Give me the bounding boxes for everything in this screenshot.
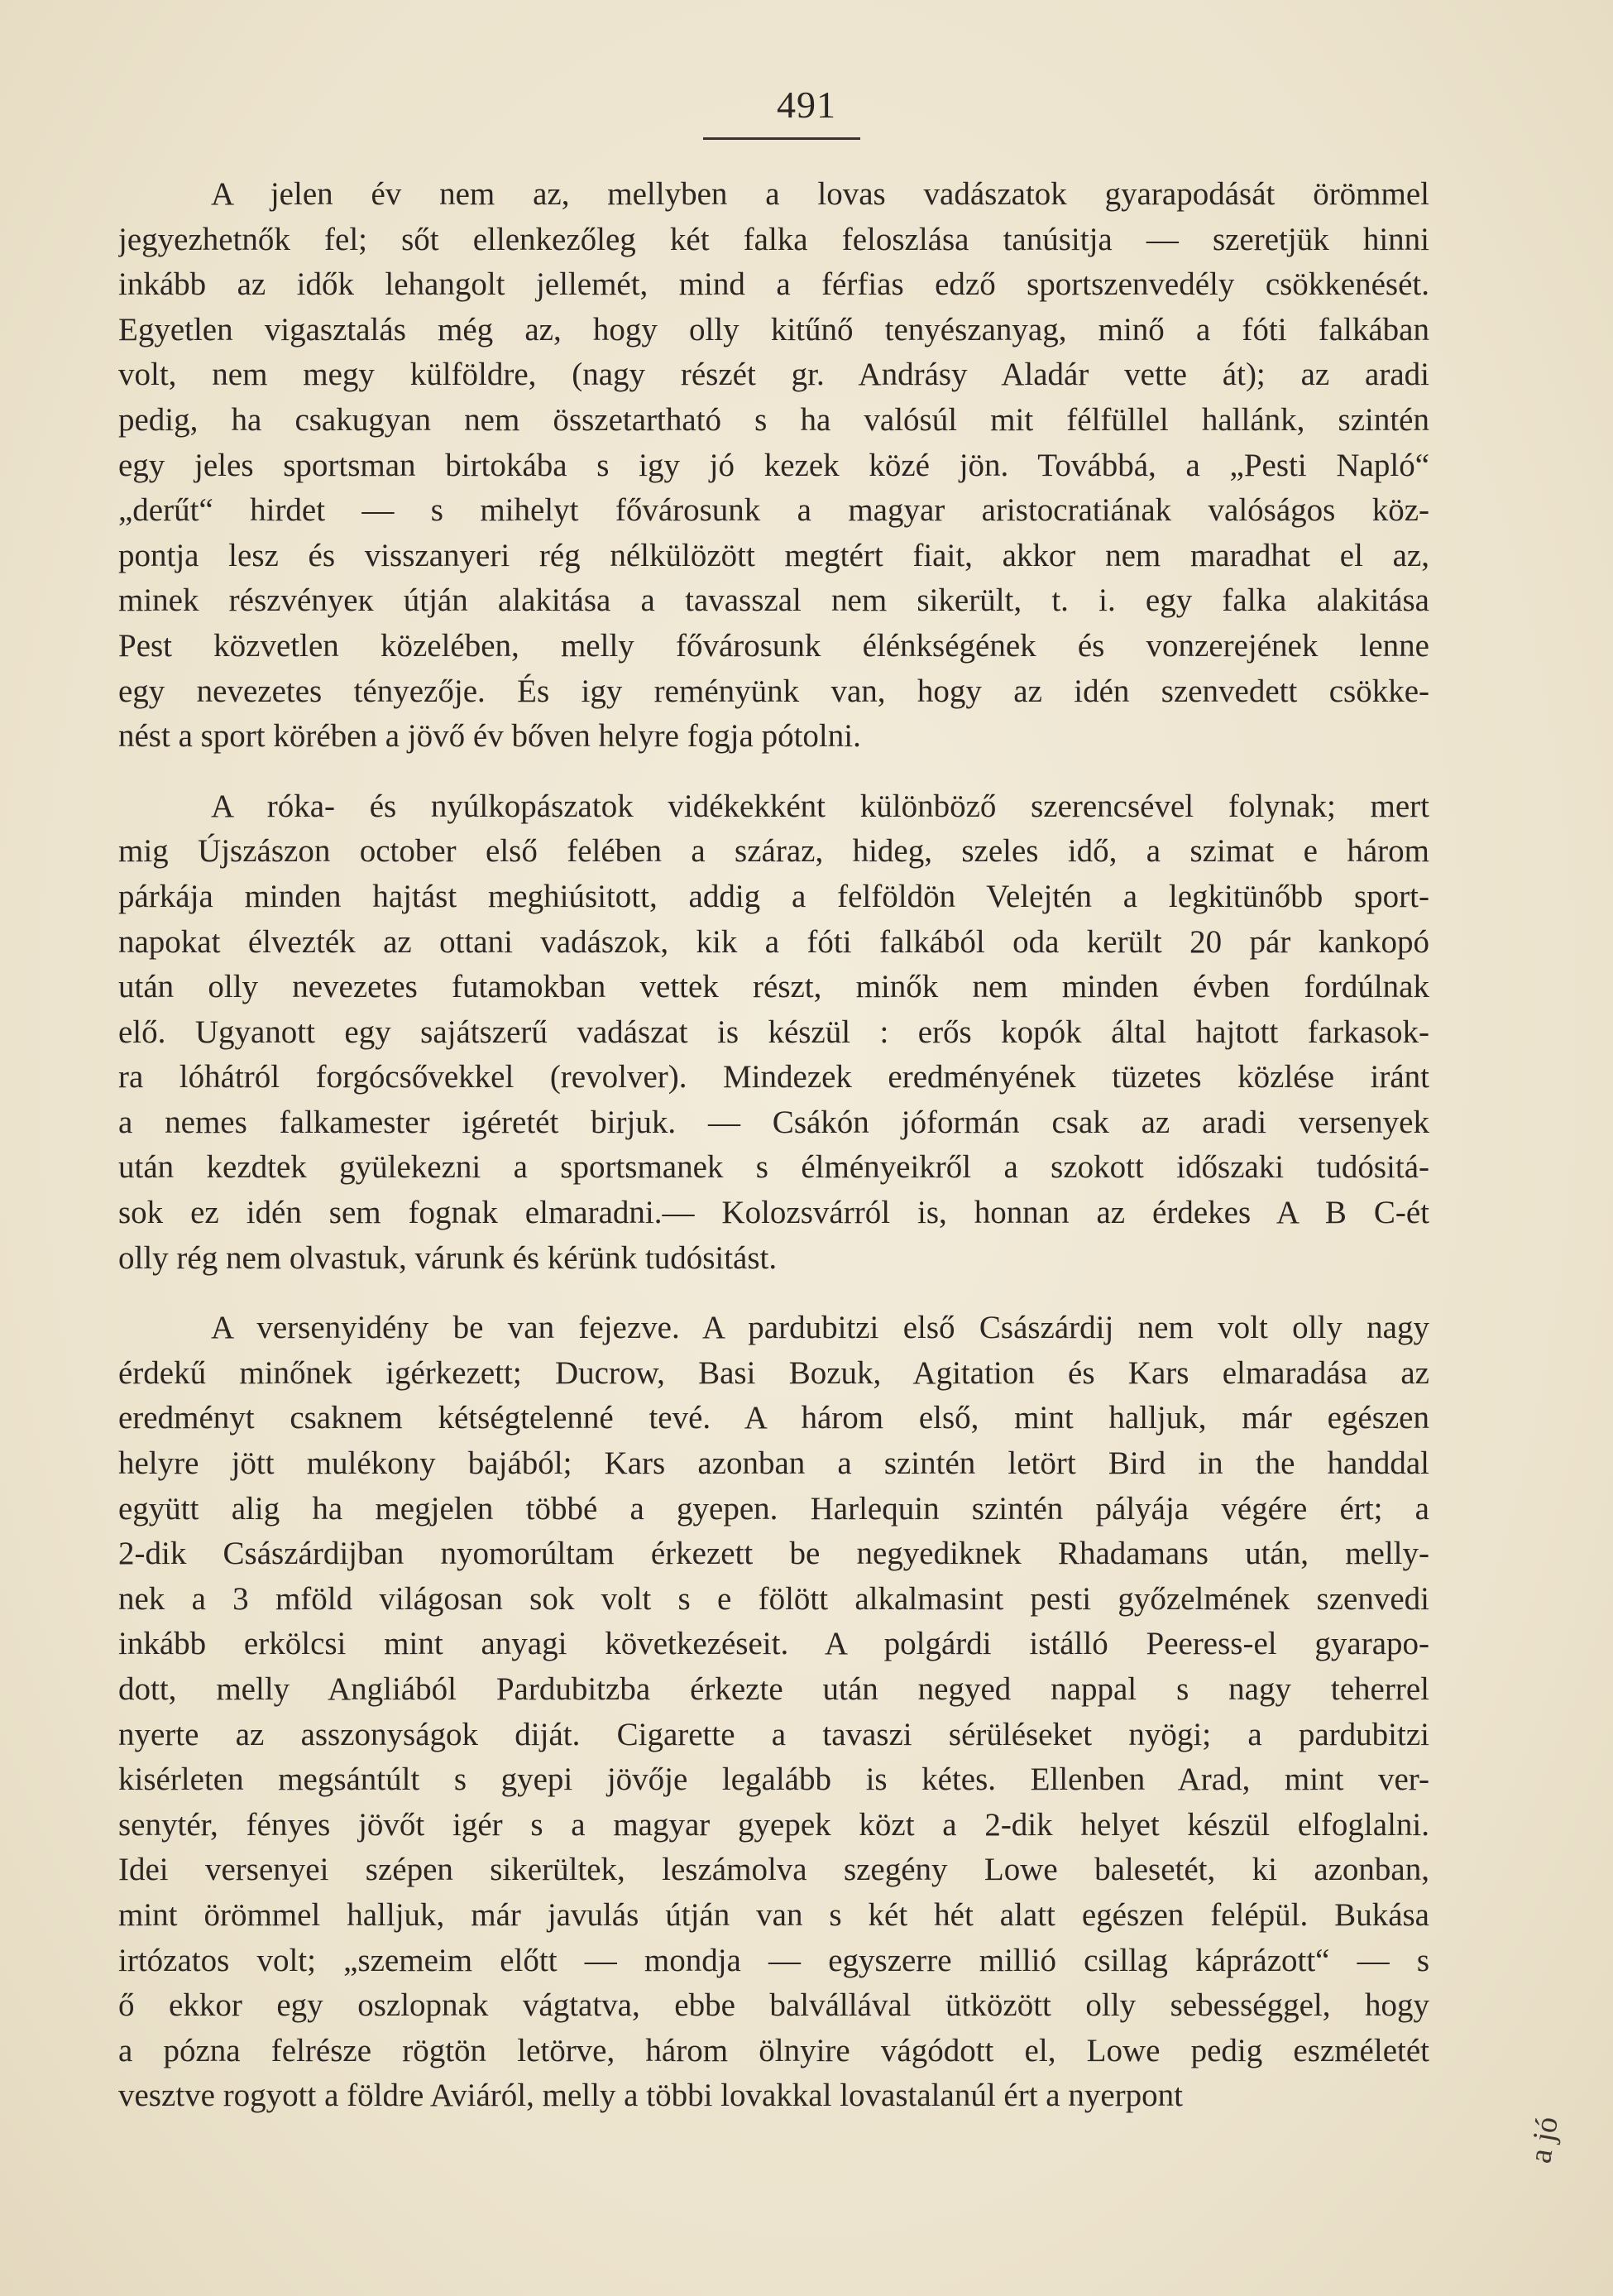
text-line: pontja lesz és visszanyeri rég nélkülözött megtért fiait, akkor nem maradhat el az, bbox=[118, 537, 1429, 573]
text-line: nek a 3 mföld világosan sok volt s e fölött alkalmasint pesti győzelmének szenvedi bbox=[118, 1580, 1429, 1617]
text-line: a nemes falkamester igéretét birjuk. — Csákón jóformán csak az aradi versenyek bbox=[118, 1104, 1429, 1140]
text-line: a pózna felrésze rögtön letörve, három ölnyire vágódott el, Lowe pedig eszméletét bbox=[118, 2032, 1429, 2068]
text-line: kisérleten megsántúlt s gyepi jövője legalább is kétes. Ellenben Arad, mint ver- bbox=[118, 1762, 1429, 1798]
paragraph bbox=[118, 1306, 1429, 2119]
text-line: Egyetlen vigasztalás még az, hogy olly kitűnő tenyészanyag, minő a fóti falkában bbox=[118, 311, 1429, 348]
text-line: nyerte az asszonyságok diját. Cigarette a tavaszi sérüléseket nyögi; a pardubitzi bbox=[118, 1716, 1429, 1752]
text-line: Pest közvetlen közelében, melly fővárosunk élénkségének és vonzerejének lenne bbox=[118, 627, 1429, 664]
page-number: 491 bbox=[777, 84, 836, 126]
text-line: érdekű minőnek igérkezett; Ducrow, Basi Bozuk, Agitation és Kars elmaradása az bbox=[118, 1354, 1429, 1391]
text-line: jegyezhetnők fel; sőt ellenkezőleg két falka feloszlása tanúsitja — szeretjük hinni bbox=[118, 221, 1429, 257]
text-line: eredményt csaknem kétségtelenné tevé. A három első, mint halljuk, már egészen bbox=[118, 1400, 1429, 1436]
text-line: ra lóhátról forgócsővekkel (revolver). Mindezek eredményének tüzetes közlése iránt bbox=[118, 1059, 1429, 1095]
text-line: 2-dik Császárdijban nyomorúltam érkezett be negyediknek Rhadamans után, melly- bbox=[118, 1536, 1429, 1572]
text-line: vesztve rogyott a földre Aviáról, melly a többi lovakkal lovastalanúl ért a nyerpont bbox=[118, 2078, 1183, 2114]
body-text bbox=[118, 172, 1429, 2144]
text-line: Idei versenyei szépen sikerültek, leszámolva szegény Lowe balesetét, ki azonban, bbox=[118, 1852, 1429, 1888]
text-line: együtt alig ha megjelen többé a gyepen. Harlequin szintén pályája végére ért; a bbox=[118, 1490, 1429, 1527]
text-line: volt, nem megy külföldre, (nagy részét gr. Andrásy Aladár vette át); az aradi bbox=[118, 357, 1429, 393]
text-line: pedig, ha csakugyan nem összetartható s ha valósúl mit félfüllel hallánk, szintén bbox=[118, 401, 1429, 438]
text-line: párkája minden hajtást meghiúsitott, addig a felföldön Velejtén a legkitünőbb sport- bbox=[118, 878, 1429, 914]
text-line: inkább az idők lehangolt jellemét, mind a férfias edző sportszenvedély csökkenését. bbox=[118, 266, 1429, 303]
text-line: irtózatos volt; „szemeim előtt — mondja — egyszerre millió csillag káprázott“ — s bbox=[118, 1942, 1429, 1978]
margin-note: a jó bbox=[1522, 2114, 1566, 2166]
text-line: A róka- és nyúlkopászatok vidékekként különböző szerencsével folynak; mert bbox=[211, 788, 1429, 824]
text-line: elő. Ugyanott egy sajátszerű vadászat is készül : erős kopók által hajtott farkasok- bbox=[118, 1014, 1429, 1050]
text-line: olly rég nem olvastuk, várunk és kérünk tudósitást. bbox=[118, 1239, 778, 1276]
text-line: „derűt“ hirdet — s mihelyt fővárosunk a magyar aristocratiának valóságos köz- bbox=[118, 492, 1429, 529]
text-line: után kezdtek gyülekezni a sportsmanek s élményeikről a szokott időszaki tudósitá- bbox=[118, 1149, 1429, 1186]
text-line: egy nevezetes tényezője. És igy reményünk van, hogy az idén szenvedett csökke- bbox=[118, 673, 1429, 709]
text-line: ő ekkor egy oszlopnak vágtatva, ebbe balvállával ütközött olly sebességgel, hogy bbox=[118, 1987, 1429, 2024]
page-number-rule bbox=[703, 137, 860, 140]
text-line: napokat élvezték az ottani vadászok, kik a fóti falkából oda került 20 pár kankopó bbox=[118, 923, 1429, 960]
text-line: mint örömmel halljuk, már javulás útján van s két hét alatt egészen felépül. Bukása bbox=[118, 1896, 1429, 1933]
text-line: minek részvényeк útján alakitása a tavasszal nem sikerült, t. i. egy falka alakitása bbox=[118, 582, 1429, 619]
text-line: senytér, fényes jövőt igér s a magyar gyepek közt a 2-dik helyet készül elfoglalni. bbox=[118, 1806, 1429, 1843]
text-line: dott, melly Angliából Pardubitzba érkezte után negyed nappal s nagy teherrel bbox=[118, 1671, 1429, 1707]
text-line: egy jeles sportsman birtokába s igy jó kezek közé jön. Továbbá, a „Pesti Napló“ bbox=[118, 447, 1429, 483]
text-line: után olly nevezetes futamokban vettek részt, minők nem minden évben fordúlnak bbox=[118, 969, 1429, 1005]
text-line: sok ez idén sem fognak elmaradni.— Kolozsvárról is, honnan az érdekes A B C-ét bbox=[118, 1195, 1429, 1231]
text-line: nést a sport körében a jövő év bőven helyre fogja pótolni. bbox=[118, 718, 861, 755]
text-line: helyre jött mulékony bajából; Kars azonban a szintén letört Bird in the handdal bbox=[118, 1445, 1429, 1482]
paragraph bbox=[118, 784, 1429, 1282]
text-line: inkább erkölcsi mint anyagi következéseit. A polgárdi istálló Peeress-el gyarapo- bbox=[118, 1626, 1429, 1662]
paragraph bbox=[118, 172, 1429, 760]
text-line: mig Újszászon october első felében a száraz, hideg, szeles idő, a szimat e három bbox=[118, 833, 1429, 870]
text-line: A jelen év nem az, mellyben a lovas vadászatok gyarapodását örömmel bbox=[211, 176, 1429, 212]
text-line: A versenyidény be van fejezve. A pardubitzi első Császárdij nem volt olly nagy bbox=[211, 1310, 1429, 1346]
